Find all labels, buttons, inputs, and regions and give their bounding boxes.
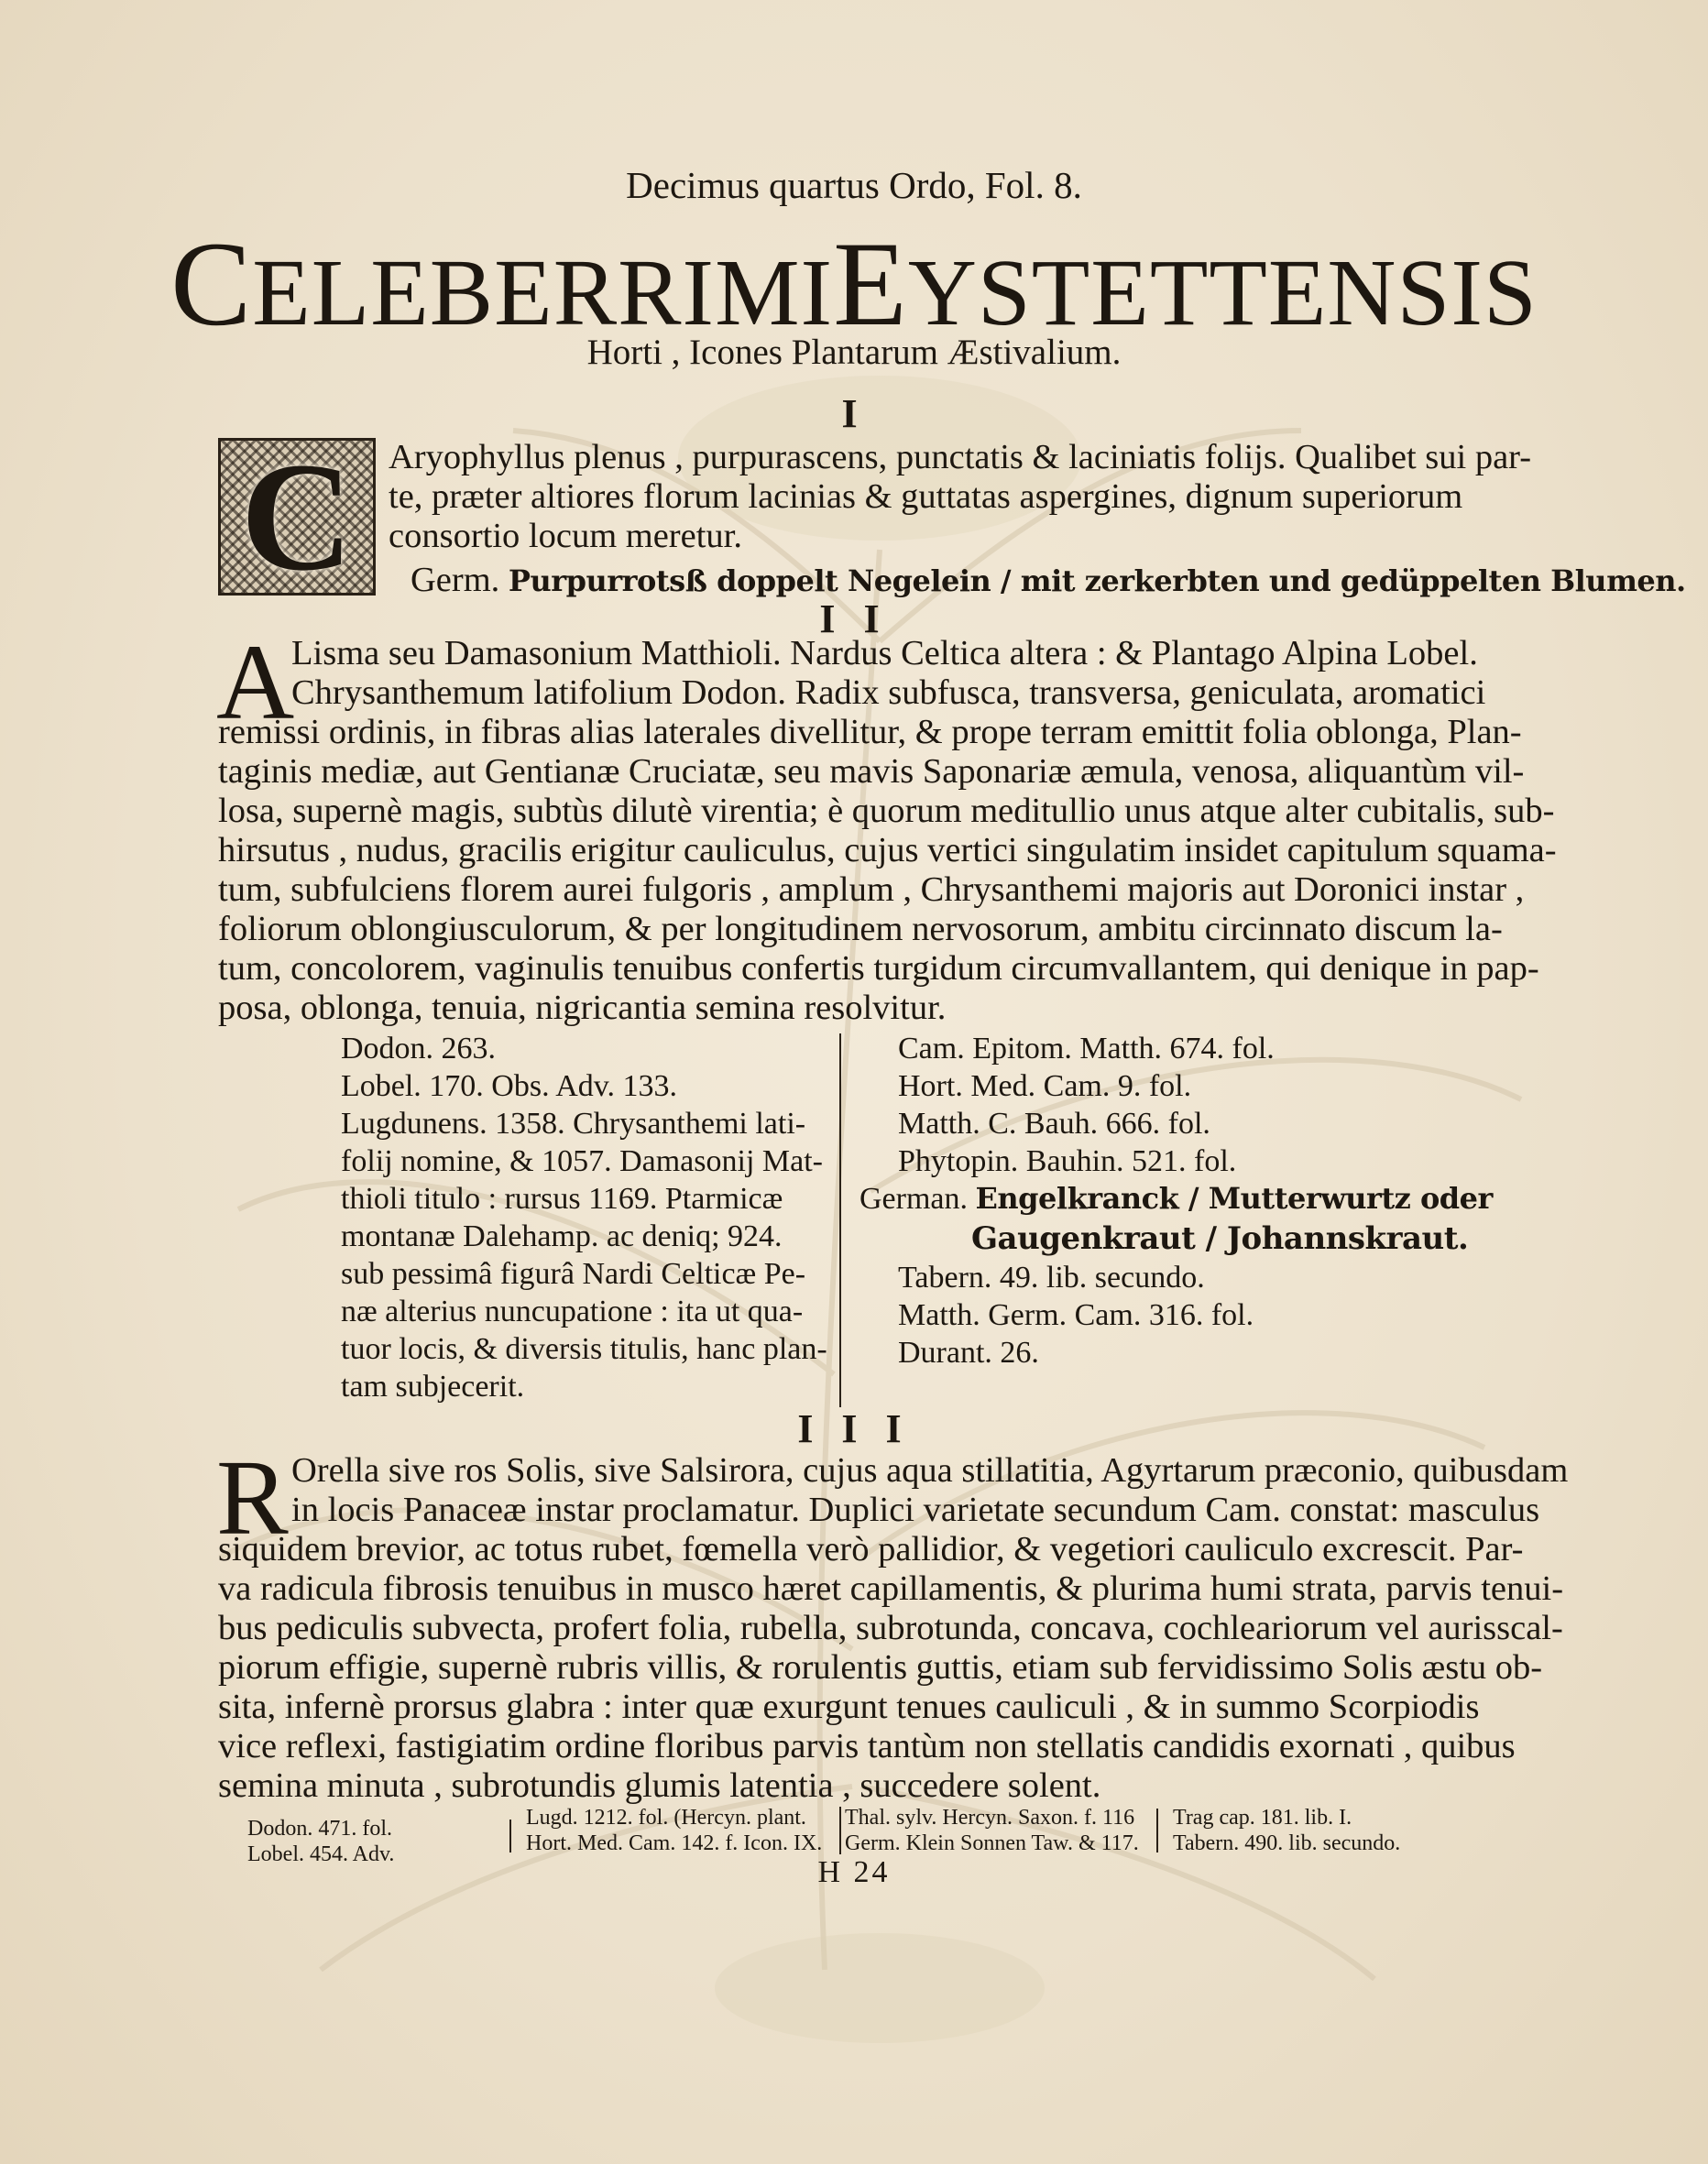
ref-right-german-2: Gaugenkraut / Johannskraut.	[971, 1220, 1469, 1257]
ref-left-3: Lugdunens. 1358. Chrysanthemi lati-	[341, 1107, 806, 1141]
section-2-line-1: Lisma seu Damasonium Matthioli. Nardus Celtica altera : & Plantago Alpina Lobel.	[291, 634, 1478, 672]
section-3-dropcap: R	[216, 1437, 289, 1557]
section-1-line-1: Aryophyllus plenus , purpurascens, punctatis & laciniatis folijs. Qualibet sui par-	[389, 438, 1532, 476]
ref-right-3: Matth. C. Bauh. 666. fol.	[898, 1107, 1210, 1141]
ref-right-1: Cam. Epitom. Matth. 674. fol.	[898, 1032, 1275, 1066]
ref-left-10: tam subjecerit.	[341, 1370, 525, 1404]
section-3-line-1: Orella sive ros Solis, sive Salsirora, cujus aqua stillatitia, Agyrtarum præconio, quibusdam	[291, 1451, 1569, 1490]
ref-right-4: Phytopin. Bauhin. 521. fol.	[898, 1144, 1237, 1178]
section-3-line-9: semina minuta , subrotundis glumis latentia , succedere solent.	[218, 1766, 1101, 1805]
section-3-line-2: in locis Panaceæ instar proclamatur. Duplici varietate secundum Cam. constat: masculus	[291, 1491, 1540, 1529]
ref-right-6: Matth. Germ. Cam. 316. fol.	[898, 1298, 1254, 1332]
title-word-2: YSTETTENSIS	[907, 240, 1538, 345]
section-1-numeral: I	[841, 391, 867, 436]
footer-ref-4b: Tabern. 490. lib. secundo.	[1173, 1831, 1401, 1855]
section-1-line-2: te, præter altiores florum lacinias & guttatas aspergines, dignum superiorum	[389, 477, 1463, 516]
ref-right-german-1	[859, 1181, 1493, 1216]
ref-left-7: sub pessimâ figurâ Nardi Celticæ Pe-	[341, 1257, 806, 1291]
section-3-line-3: siquidem brevior, ac totus rubet, fœmella verò pallidior, & vegetiori cauliculo excrescit. Par-	[218, 1530, 1524, 1568]
section-2-line-10: posa, oblonga, tenuia, nigricantia semina resolvitur.	[218, 989, 947, 1027]
footer-ref-2a: Lugd. 1212. fol. (Hercyn. plant.	[526, 1806, 806, 1830]
footer-ref-4a: Trag cap. 181. lib. I.	[1173, 1806, 1352, 1830]
ref-right-2: Hort. Med. Cam. 9. fol.	[898, 1069, 1192, 1103]
german-blackletter-line-1: Engelkranck / Mutterwurtz oder	[975, 1181, 1493, 1216]
footer-ref-1b: Lobel. 454. Adv.	[247, 1842, 395, 1866]
footer-ref-3b: Germ. Klein Sonnen Taw. & 117.	[845, 1831, 1139, 1855]
section-3-line-7: sita, infernè prorsus glabra : inter quæ exurgunt tenues cauliculi , & in summo Scorpiodis	[218, 1688, 1480, 1726]
signature-mark: H 24	[817, 1855, 891, 1889]
title-cap-2: E	[833, 216, 908, 351]
ordo-header: Decimus quartus Ordo, Fol. 8.	[626, 164, 1082, 206]
ref-right-5: Tabern. 49. lib. secundo.	[898, 1261, 1205, 1295]
section-2-line-2: Chrysanthemum latifolium Dodon. Radix subfusca, transversa, geniculata, aromatici	[291, 673, 1486, 712]
section-2-line-6: hirsutus , nudus, gracilis erigitur cauliculus, cujus vertici singulatim insidet capitulum squama-	[218, 831, 1557, 869]
german-prefix: Germ.	[411, 561, 500, 599]
ref-left-6: montanæ Dalehamp. ac deniq; 924.	[341, 1219, 783, 1253]
ref-left-9: tuor locis, & diversis titulis, hanc plan-	[341, 1332, 827, 1366]
title-word-1: ELEBERRIMI	[252, 240, 834, 345]
section-2-line-7: tum, subfulciens florem aurei fulgoris , amplum , Chrysanthemi majoris aut Doronici instar ,	[218, 870, 1525, 909]
ornamental-initial-letter: C	[240, 438, 354, 596]
section-2-line-8: foliorum oblongiusculorum, & per longitudinem nervosorum, ambitu circinnato discum la-	[218, 910, 1503, 948]
ref-left-2: Lobel. 170. Obs. Adv. 133.	[341, 1069, 678, 1103]
title-cap-1: C	[170, 216, 253, 351]
section-2-line-4: taginis mediæ, aut Gentianæ Cruciatæ, seu mavis Saponariæ æmula, venosa, aliquantùm vil-	[218, 752, 1525, 791]
footer-divider-2	[839, 1807, 841, 1854]
page-subtitle: Horti , Icones Plantarum Æstivalium.	[586, 333, 1122, 372]
section-3-line-5: bus pediculis subvecta, profert folia, rubella, subrotunda, concava, cochleariorum vel aurisscal-	[218, 1609, 1563, 1647]
ref-right-7: Durant. 26.	[898, 1336, 1039, 1370]
footer-ref-3a: Thal. sylv. Hercyn. Saxon. f. 116	[845, 1806, 1135, 1830]
ref-left-4: folij nomine, & 1057. Damasonij Mat-	[341, 1144, 823, 1178]
section-1-german	[411, 563, 1686, 598]
section-2-line-9: tum, concolorem, vaginulis tenuibus confertis turgidum circumvallantem, qui denique in pap-	[218, 949, 1539, 988]
section-1-line-3: consortio locum meretur.	[389, 517, 742, 555]
section-3-line-6: piorum effigie, supernè rubris villis, & rorulentis guttis, etiam sub fervidissimo Solis æstu ob-	[218, 1648, 1543, 1687]
column-divider	[839, 1033, 841, 1407]
section-2-numeral: I I	[819, 596, 889, 641]
ref-left-5: thioli titulo : rursus 1169. Ptarmicæ	[341, 1182, 783, 1216]
footer-divider-1	[509, 1820, 511, 1853]
footer-divider-3	[1156, 1809, 1158, 1853]
section-3-line-4: va radicula fibrosis tenuibus in musco hæret capillamentis, & plurima humi strata, parvis tenui-	[218, 1569, 1564, 1608]
ref-left-8: næ alterius nuncupatione : ita ut qua-	[341, 1295, 804, 1328]
section-3-numeral: I I I	[797, 1406, 911, 1451]
footer-ref-1a: Dodon. 471. fol.	[247, 1817, 392, 1841]
german-blackletter-text: Purpurrotsß doppelt Negelein / mit zerkerbten und gedüppelten Blumen.	[508, 563, 1686, 598]
section-3-line-8: vice reflexi, fastigiatim ordine floribus parvis tantùm non stellatis candidis exornati , quibus	[218, 1727, 1516, 1765]
ref-left-1: Dodon. 263.	[341, 1032, 497, 1066]
section-2-line-5: losa, supernè magis, subtùs dilutè virentia; è quorum meditullio unus atque alter cubitalis, sub-	[218, 792, 1555, 830]
section-2-dropcap: A	[216, 622, 295, 742]
german-prefix-2: German.	[859, 1182, 969, 1216]
section-2-line-3: remissi ordinis, in fibras alias laterales divellitur, & prope terram emittit folia oblonga, Plan-	[218, 713, 1522, 751]
footer-ref-2b: Hort. Med. Cam. 142. f. Icon. IX.	[526, 1831, 823, 1855]
ornamental-initial-c	[218, 438, 376, 596]
page-title	[0, 216, 1708, 351]
